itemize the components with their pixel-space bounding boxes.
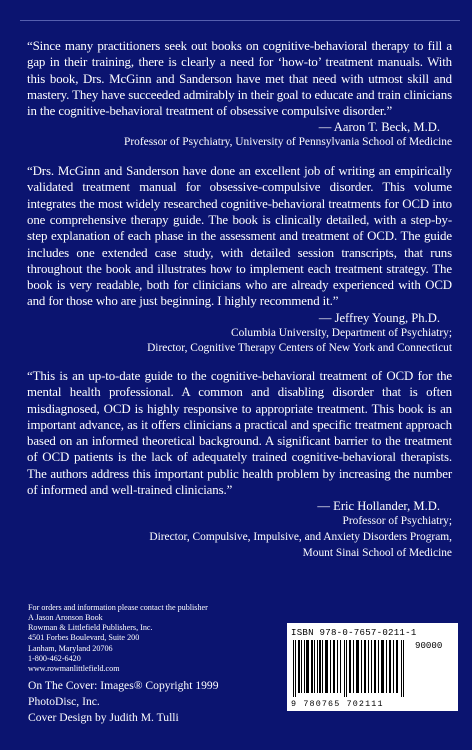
endorsements bbox=[27, 38, 452, 561]
endorsement-beck bbox=[27, 38, 452, 151]
endorsement-hollander bbox=[27, 368, 452, 561]
publisher-line: A Jason Aronson Book bbox=[28, 613, 103, 623]
endorsement-young bbox=[27, 163, 452, 357]
publisher-line: 4501 Forbes Boulevard, Suite 200 bbox=[28, 633, 140, 643]
top-rule bbox=[20, 20, 460, 21]
author-affiliation: Director, Compulsive, Impulsive, and Anxiety Disorders Program, bbox=[149, 530, 452, 543]
publisher-line: Rowman & Littlefield Publishers, Inc. bbox=[28, 623, 153, 633]
barcode-box bbox=[287, 623, 458, 711]
price-code: 90000 bbox=[415, 640, 443, 651]
author-affiliation: Mount Sinai School of Medicine bbox=[302, 546, 452, 559]
quote-author: — Aaron T. Beck, M.D. bbox=[318, 120, 440, 135]
quote-text: “Since many practitioners seek out books on cognitive-behavioral therapy to fill a gap in their training, there is clearly a need for ‘how-to’ treatment manuals. With this book, Drs. McGinn and Sanderson have met that need with utmost skill and mastery. They have succeeded admirably in their goal to educate and train clinicians in the cognitive-behavioral treatment of obsessive compulsive disorder.” bbox=[27, 39, 452, 119]
isbn-label: ISBN 978-0-7657-0211-1 bbox=[291, 627, 417, 638]
author-affiliation: Director, Cognitive Therapy Centers of New York and Connecticut bbox=[147, 342, 452, 355]
quote-author: — Jeffrey Young, Ph.D. bbox=[318, 310, 440, 325]
credit-line: PhotoDisc, Inc. bbox=[28, 695, 100, 708]
publisher-line: For orders and information please contact the publisher bbox=[28, 603, 208, 612]
quote-author: — Eric Hollander, M.D. bbox=[317, 499, 440, 514]
author-affiliation: Professor of Psychiatry; bbox=[342, 515, 452, 528]
spacer bbox=[27, 151, 452, 163]
spacer bbox=[27, 357, 452, 368]
publisher-line: 1-800-462-6420 bbox=[28, 653, 81, 663]
credit-line: Cover Design by Judith M. Tulli bbox=[28, 711, 179, 724]
ean-number: 9 780765 702111 bbox=[291, 699, 384, 709]
author-affiliation: Professor of Psychiatry, University of Pennsylvania School of Medicine bbox=[124, 136, 452, 149]
quote-text: “Drs. McGinn and Sanderson have done an excellent job of writing an empirically validated treatment manual for obsessive-compulsive disorder. This volume integrates the most widely researched cognitive-behavioral treatments for OCD into one comprehensive therapy guide. The book is clinically detailed, with a step-by-step explanation of each phase in the assessment and treatment of OCD. The guide includes one extended case study, with detailed session transcripts, that runs throughout the book and illustrates how to implement each treatment strategy. The book is very readable, both for clinicians who are already experienced with OCD and for those who are just beginning. I highly recommend it.” bbox=[27, 164, 452, 309]
publisher-info bbox=[28, 603, 268, 674]
cover-credits bbox=[28, 678, 278, 726]
publisher-line: www.rowmanlittlefield.com bbox=[28, 663, 120, 673]
publisher-line: Lanham, Maryland 20706 bbox=[28, 643, 113, 653]
ean-barcode bbox=[291, 640, 409, 698]
quote-text: “This is an up-to-date guide to the cognitive-behavioral treatment of OCD for the mental health professional. A common and disabling disorder that is often misdiagnosed, OCD is highly responsive to appropriate treatment. This book is an important advance, as it offers clinicians a practical and specific treatment approach based on an informed theoretical background. A significant barrier to the treatment of OCD patients is the lack of adequately trained cognitive-behavioral therapists. The authors address this important public health problem by increasing the number of informed and well-trained clinicians.” bbox=[27, 368, 452, 498]
credit-line: On The Cover: Images® Copyright 1999 bbox=[28, 679, 219, 692]
author-affiliation: Columbia University, Department of Psychiatry; bbox=[230, 326, 452, 339]
